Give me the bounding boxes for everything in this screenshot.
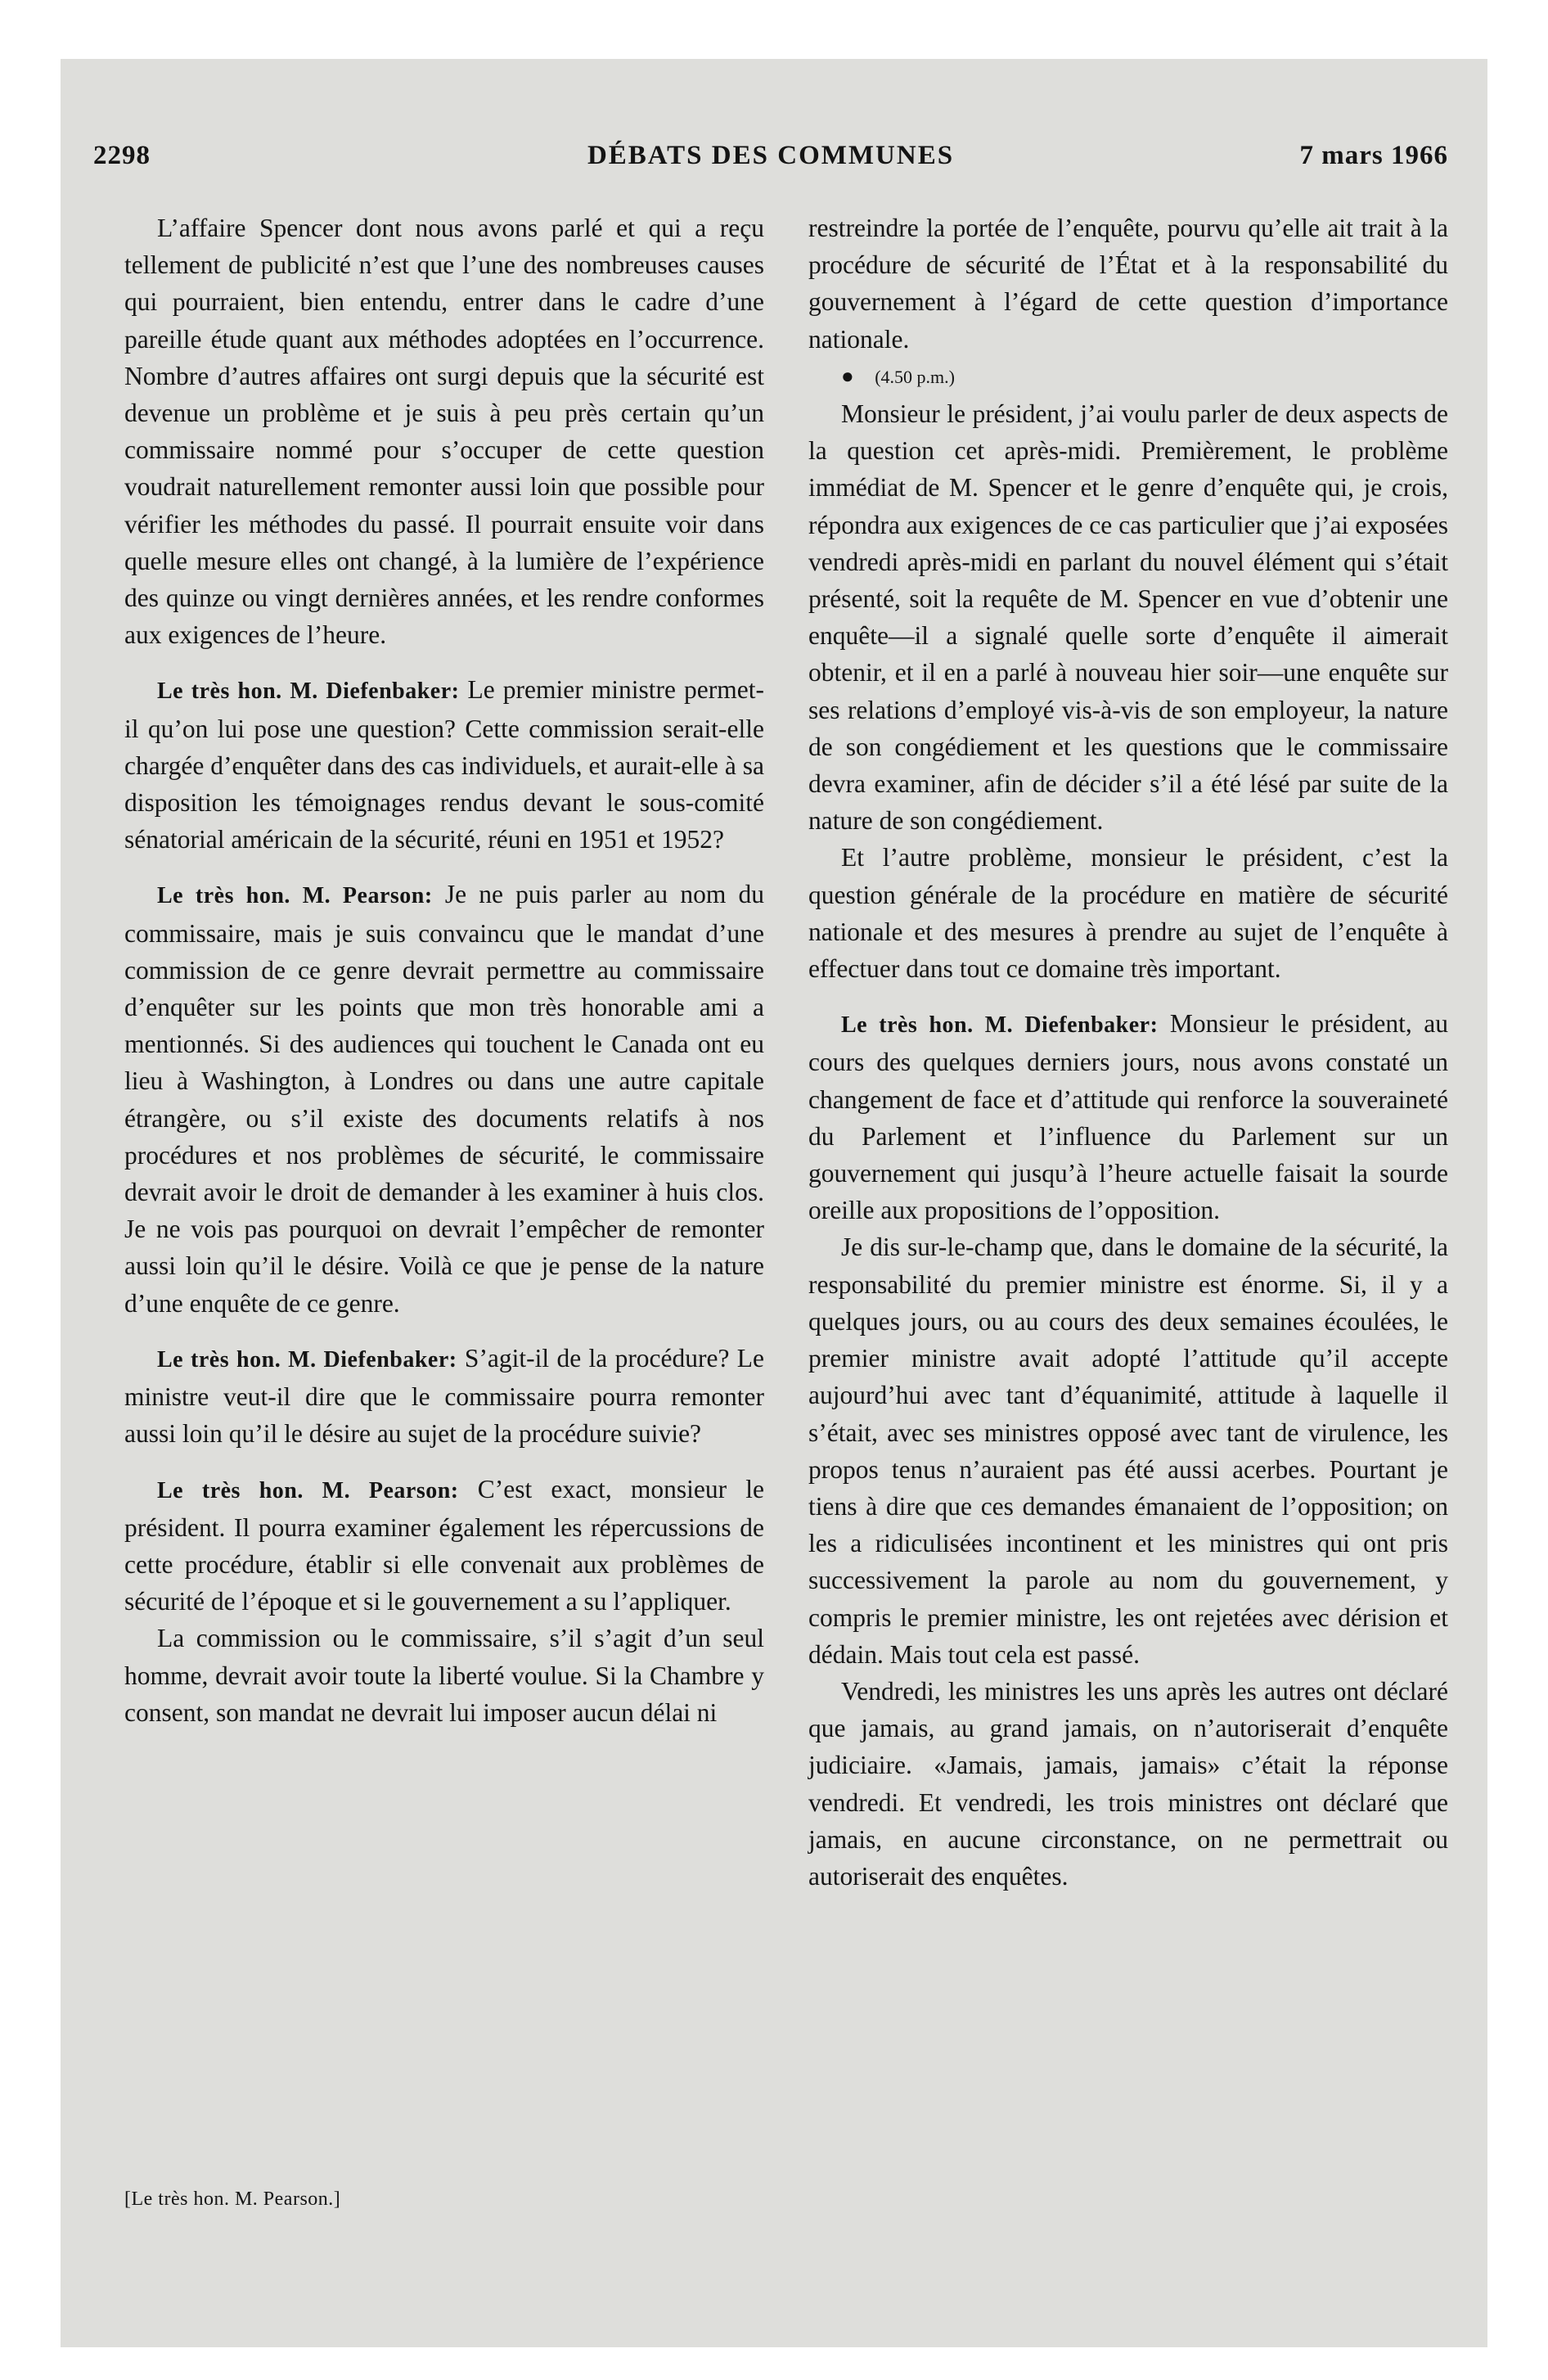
speaker-footer: [Le très hon. M. Pearson.] [124,2188,341,2210]
paragraph: La commission ou le commissaire, s’il s’agit d’un seul homme, devrait avoir toute la liberté voulue. Si la Chambre y consent, son mandat ne devrait lui imposer aucun délai ni [124,1624,764,1727]
bullet-icon: ● [841,363,854,388]
speech [124,1340,764,1453]
paragraph: Vendredi, les ministres les uns après les autres ont déclaré que jamais, au grand jamais, on n’autoriserait d’enquête judiciaire. «Jamais, jamais, jamais» c’était la réponse vendredi. Et vendredi, les trois ministres ont déclaré que jamais, en aucune circonstance, on ne permettrait ou autoriserait des enquêtes. [808,1676,1448,1891]
time-text: (4.50 p.m.) [875,366,955,387]
paragraph: Et l’autre problème, monsieur le président, c’est la question générale de la procédure en matière de sécurité nationale et des mesures à prendre au sujet de l’enquête à effectuer dans tout ce domaine très important. [808,843,1448,984]
page-date: 7 mars 1966 [1299,141,1448,170]
speech [124,1471,764,1620]
speech-text: C’est exact, monsieur le président. Il pourra examiner également les répercussions de cette procédure, établir si elle convenait aux problèmes de sécurité de l’époque et si le gouvernement a su l’appliquer. [124,1474,764,1616]
speaker-name: Le très hon. M. Diefenbaker: [157,678,460,705]
speaker-name: Le très hon. M. Diefenbaker: [157,1346,457,1373]
speech [808,1005,1448,1228]
page-header [93,141,1448,182]
speaker-name: Le très hon. M. Pearson: [157,1477,459,1503]
speech [124,876,764,1321]
speech [124,671,764,858]
paragraph: restreindre la portée de l’enquête, pourvu qu’elle ait trait à la procédure de sécurité de l’État et à la responsabilité du gouvernement à l’égard de cette question d’importance nationale. [808,214,1448,354]
page-title: DÉBATS DES COMMUNES [587,141,955,170]
paragraph: Monsieur le président, j’ai voulu parler de deux aspects de la question cet après-midi. Premièrement, le problème immédiat de M. Spencer et le genre d’enquête qui, je crois, répondra aux exigences de ce cas particulier que j’ai exposées vendredi après-midi en parlant du nouvel élément qui s’était présenté, soit la requête de M. Spencer en vue d’obtenir une enquête—il a signalé quelle sorte d’enquête il aimerait obtenir, et il en a parlé à nouveau hier soir—une enquête sur ses relations d’employé vis-à-vis de son employeur, la nature de son congédiement et les questions que le commissaire devra examiner, afin de décider s’il a été lésé par suite de la nature de son congédiement. [808,399,1448,836]
speech-text: S’agit-il de la procédure? Le ministre veut-il dire que le commissaire pourra remonter aussi loin qu’il le désire au sujet de la procédure suivie? [124,1343,765,1449]
speech-text: Le premier ministre permet-il qu’on lui pose une question? Cette commission serait-elle chargée d’enquêter dans des cas individuels, et aurait-elle à sa disposition les témoignages rendus devant le sous-comité sénatorial américain de la sécurité, réuni en 1951 et 1952? [124,675,764,854]
speaker-name: Le très hon. M. Pearson: [157,883,433,909]
speaker-name: Le très hon. M. Diefenbaker: [841,1012,1159,1039]
left-column [124,210,764,1731]
paragraph: Je dis sur-le-champ que, dans le domaine de la sécurité, la responsabilité du premier ministre est énorme. Si, il y a quelques jours, ou au cours des deux semaines écoulées, le premier ministre avait adopté l’attitude qu’il accepte aujourd’hui avec tant d’équanimité, attitude à laquelle il s’était, avec ses ministres opposé avec tant de virulence, les propos tenus n’auraient pas été aussi acerbes. Pourtant je tiens à dire que ces demandes émanaient de l’opposition; on les a ridiculisées incontinent et les ministres qui ont pris successivement la parole au nom du gouvernement, y compris le premier ministre, les ont rejetées avec dérision et dédain. Mais tout cela est passé. [808,1233,1448,1669]
speech-text: Je ne puis parler au nom du commissaire, mais je suis convaincu que le mandat d’une commission de ce genre devrait permettre au commissaire d’enquêter sur les points que mon très honorable ami a mentionnés. Si des audiences qui touchent le Canada ont eu lieu à Washington, à Londres ou dans une autre capitale étrangère, ou s’il existe des documents relatifs à nos procédures et nos problèmes de sécurité, le commissaire devrait avoir le droit de demander à les examiner à huis clos. Je ne vois pas pourquoi on devrait l’empêcher de remonter aussi loin qu’il le désire. Voilà ce que je pense de la nature d’une enquête de ce genre. [124,880,764,1318]
paragraph: L’affaire Spencer dont nous avons parlé et qui a reçu tellement de publicité n’est que l’une des nombreuses causes qui pourraient, bien entendu, entrer dans le cadre d’une pareille étude quant aux méthodes adoptées en l’occurrence. Nombre d’autres affaires ont surgi depuis que la sécurité est devenue un problème et je suis à peu près certain qu’un commissaire nommé pour s’occuper de cette question voudrait naturellement remonter aussi loin que possible pour vérifier les méthodes du passé. Il pourrait ensuite voir dans quelle mesure elles ont changé, à la lumière de l’expérience des quinze ou vingt dernières années, et les rendre conformes aux exigences de l’heure. [124,214,764,650]
time-marker [808,358,1448,395]
speech-text: Monsieur le président, au cours des quelques derniers jours, nous avons constaté un changement de face et d’attitude qui renforce la souveraineté du Parlement et l’influence du Parlement sur un gouvernement qui jusqu’à l’heure actuelle faisait la sourde oreille aux propositions de l’opposition. [808,1009,1448,1225]
right-column [808,210,1448,1895]
page-number: 2298 [93,141,151,170]
